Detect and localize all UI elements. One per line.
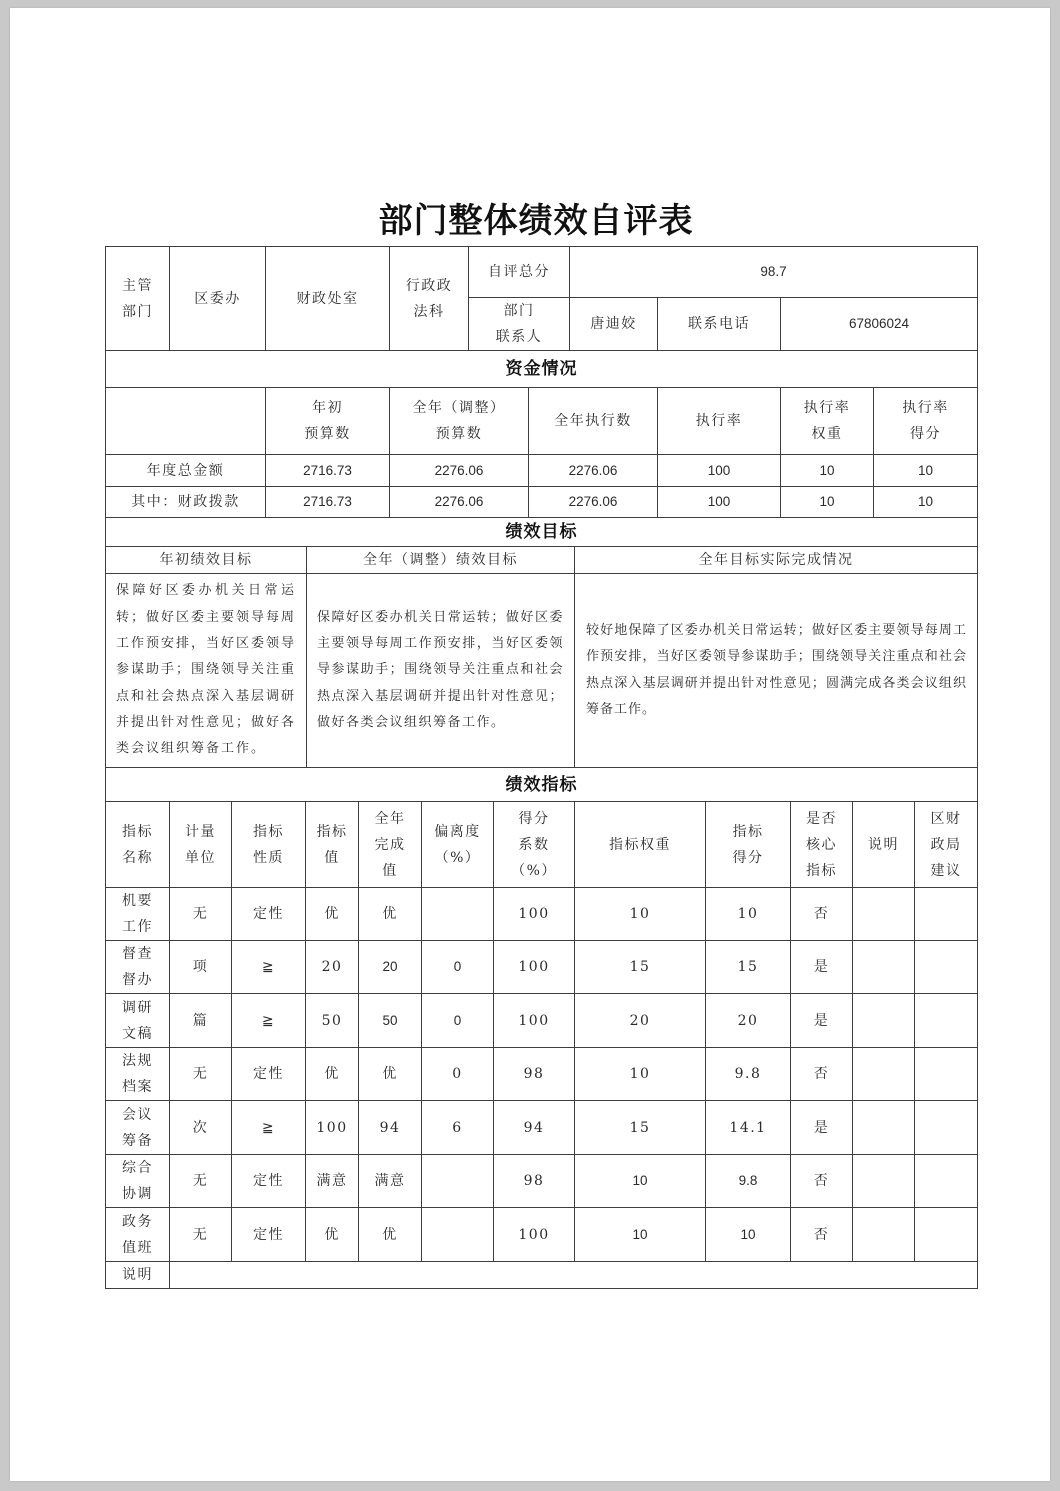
indicator-score-coefficient-cell: 100 [494,941,575,994]
indicators-table [105,767,978,1289]
indicator-score-cell: 14.1 [706,1101,791,1155]
indicator-target-cell: 100 [306,1101,359,1155]
indicator-deviation-cell: 0 [422,994,494,1048]
indicators-note-row [106,1262,978,1289]
supervising-dept-value: 区委办 [170,247,266,351]
actual-completion-text: 较好地保障了区委办机关日常运转；做好区委主要领导每周工作预安排，当好区委领导参谋助手；围绕领导关注重点和社会热点深入基层调研并提出针对性意见；圆满完成各类会议组织筹备工作。 [575,574,978,768]
indicator-actual-cell: 优 [359,1208,422,1262]
funds-rate-score: 10 [874,455,978,487]
indicator-header-unit: 计量 单位 [170,802,232,888]
indicator-header-actual: 全年 完成 值 [359,802,422,888]
indicator-core-flag-cell: 否 [791,1155,853,1208]
indicator-name-cell: 调研 文稿 [106,994,170,1048]
indicator-header-core-flag: 是否 核心 指标 [791,802,853,888]
indicator-name-cell: 机要 工作 [106,888,170,941]
indicator-actual-cell: 满意 [359,1155,422,1208]
indicator-deviation-cell [422,888,494,941]
self-score-label: 自评总分 [469,247,570,298]
funds-row [106,487,978,518]
indicator-deviation-cell: 0 [422,941,494,994]
indicator-weight-cell: 10 [575,888,706,941]
indicators-header-row [106,802,978,888]
adjusted-goals-text: 保障好区委办机关日常运转；做好区委主要领导每周工作预安排，当好区委领导参谋助手；围绕领导关注重点和社会热点深入基层调研并提出针对性意见；做好各类会议组织筹备工作。 [307,574,575,768]
indicator-finance-suggestion-cell [915,1101,978,1155]
indicator-deviation-cell: 0 [422,1048,494,1101]
indicator-score-coefficient-cell: 100 [494,1208,575,1262]
indicator-target-cell: 满意 [306,1155,359,1208]
indicator-unit-cell: 篇 [170,994,232,1048]
indicator-finance-suggestion-cell [915,888,978,941]
funds-rate-score: 10 [874,487,978,518]
self-score-value: 98.7 [570,247,978,298]
indicator-note-cell [853,1048,915,1101]
goals-header-initial: 年初绩效目标 [106,547,307,574]
indicator-unit-cell: 无 [170,1208,232,1262]
evaluation-form [105,246,977,1289]
basic-info-table [105,246,978,351]
initial-goals-text: 保障好区委办机关日常运转；做好区委主要领导每周工作预安排，当好区委领导参谋助手；围绕领导关注重点和社会热点深入基层调研并提出针对性意见；做好各类会议组织筹备工作。 [106,574,307,768]
indicator-row [106,1155,978,1208]
indicator-score-coefficient-cell: 100 [494,888,575,941]
funds-executed: 2276.06 [529,487,658,518]
supervising-dept-label: 主管 部门 [106,247,170,351]
indicator-header-deviation: 偏离度 （%） [422,802,494,888]
indicator-target-cell: 优 [306,888,359,941]
phone-value: 67806024 [781,298,978,351]
indicator-core-flag-cell: 是 [791,1101,853,1155]
indicator-weight-cell: 10 [575,1155,706,1208]
indicator-weight-cell: 10 [575,1208,706,1262]
goals-content-row [106,574,978,768]
funds-header-rate-weight: 执行率 权重 [781,388,874,455]
funds-initial-budget: 2716.73 [266,487,390,518]
indicator-name-cell: 法规 档案 [106,1048,170,1101]
funds-execution-rate: 100 [658,487,781,518]
indicator-nature-cell: ≧ [232,941,306,994]
indicator-header-name: 指标 名称 [106,802,170,888]
indicator-nature-cell: ≧ [232,1101,306,1155]
indicator-note-cell [853,1101,915,1155]
indicator-actual-cell: 20 [359,941,422,994]
indicator-core-flag-cell: 是 [791,941,853,994]
document-title: 部门整体绩效自评表 [378,201,694,241]
indicator-score-cell: 9.8 [706,1048,791,1101]
indicator-actual-cell: 优 [359,888,422,941]
phone-label: 联系电话 [658,298,781,351]
funds-table [105,350,978,518]
indicator-header-finance-suggestion: 区财 政局 建议 [915,802,978,888]
indicator-actual-cell: 50 [359,994,422,1048]
indicator-header-weight: 指标权重 [575,802,706,888]
indicator-finance-suggestion-cell [915,1155,978,1208]
indicator-target-cell: 50 [306,994,359,1048]
indicator-finance-suggestion-cell [915,1208,978,1262]
indicator-nature-cell: 定性 [232,1155,306,1208]
funds-adjusted-budget: 2276.06 [390,455,529,487]
goals-header-actual: 全年目标实际完成情况 [575,547,978,574]
indicator-header-score-coefficient: 得分 系数 （%） [494,802,575,888]
funds-row-label: 年度总金额 [106,455,266,487]
indicator-core-flag-cell: 是 [791,994,853,1048]
funds-header-initial-budget: 年初 预算数 [266,388,390,455]
goals-header-row [106,547,978,574]
indicator-finance-suggestion-cell [915,941,978,994]
indicator-name-cell: 督查 督办 [106,941,170,994]
contact-person-value: 唐迪姣 [570,298,658,351]
indicator-note-cell [853,941,915,994]
finance-office-value: 行政政 法科 [390,247,469,351]
indicator-row [106,994,978,1048]
indicator-row [106,1101,978,1155]
indicators-section-title: 绩效指标 [106,768,978,802]
indicator-name-cell: 政务 值班 [106,1208,170,1262]
indicator-nature-cell: ≧ [232,994,306,1048]
funds-initial-budget: 2716.73 [266,455,390,487]
indicator-name-cell: 综合 协调 [106,1155,170,1208]
indicator-unit-cell: 次 [170,1101,232,1155]
indicator-note-cell [853,1155,915,1208]
indicator-score-coefficient-cell: 98 [494,1155,575,1208]
indicator-row [106,888,978,941]
indicator-score-coefficient-cell: 94 [494,1101,575,1155]
indicator-header-nature: 指标 性质 [232,802,306,888]
indicator-core-flag-cell: 否 [791,888,853,941]
indicator-deviation-cell [422,1208,494,1262]
goals-header-adjusted: 全年（调整）绩效目标 [307,547,575,574]
indicator-name-cell: 会议 筹备 [106,1101,170,1155]
basic-info-row [106,247,978,298]
indicators-note-label: 说明 [106,1262,170,1289]
indicator-core-flag-cell: 否 [791,1048,853,1101]
indicator-deviation-cell: 6 [422,1101,494,1155]
contact-person-label: 部门 联系人 [469,298,570,351]
indicator-score-coefficient-cell: 100 [494,994,575,1048]
indicator-actual-cell: 94 [359,1101,422,1155]
funds-section-title: 资金情况 [106,351,978,388]
indicators-note-value [170,1262,978,1289]
indicator-weight-cell: 15 [575,1101,706,1155]
funds-executed: 2276.06 [529,455,658,487]
indicator-core-flag-cell: 否 [791,1208,853,1262]
funds-header-execution-rate: 执行率 [658,388,781,455]
indicator-weight-cell: 15 [575,941,706,994]
indicator-nature-cell: 定性 [232,888,306,941]
goals-table [105,517,978,768]
finance-office-label: 财政处室 [266,247,390,351]
indicator-score-cell: 15 [706,941,791,994]
indicator-score-cell: 9.8 [706,1155,791,1208]
indicator-note-cell [853,1208,915,1262]
indicator-row [106,941,978,994]
indicator-weight-cell: 10 [575,1048,706,1101]
indicator-target-cell: 优 [306,1048,359,1101]
indicator-deviation-cell [422,1155,494,1208]
indicator-note-cell [853,994,915,1048]
indicator-finance-suggestion-cell [915,1048,978,1101]
funds-header-row [106,388,978,455]
indicator-header-target: 指标 值 [306,802,359,888]
indicator-unit-cell: 无 [170,1048,232,1101]
indicator-unit-cell: 无 [170,1155,232,1208]
indicator-actual-cell: 优 [359,1048,422,1101]
indicator-target-cell: 20 [306,941,359,994]
funds-header-adjusted-budget: 全年（调整） 预算数 [390,388,529,455]
indicator-score-cell: 10 [706,888,791,941]
indicator-score-cell: 20 [706,994,791,1048]
indicator-unit-cell: 无 [170,888,232,941]
funds-header-rate-score: 执行率 得分 [874,388,978,455]
indicator-header-score: 指标 得分 [706,802,791,888]
funds-rate-weight: 10 [781,455,874,487]
indicator-score-coefficient-cell: 98 [494,1048,575,1101]
funds-rate-weight: 10 [781,487,874,518]
funds-row-label: 其中：财政拨款 [106,487,266,518]
indicator-note-cell [853,888,915,941]
indicator-finance-suggestion-cell [915,994,978,1048]
indicator-row [106,1048,978,1101]
funds-adjusted-budget: 2276.06 [390,487,529,518]
funds-row [106,455,978,487]
indicator-weight-cell: 20 [575,994,706,1048]
indicator-row [106,1208,978,1262]
indicator-header-note: 说明 [853,802,915,888]
funds-header-blank [106,388,266,455]
funds-header-executed: 全年执行数 [529,388,658,455]
indicator-unit-cell: 项 [170,941,232,994]
indicator-nature-cell: 定性 [232,1048,306,1101]
indicator-target-cell: 优 [306,1208,359,1262]
funds-execution-rate: 100 [658,455,781,487]
indicator-nature-cell: 定性 [232,1208,306,1262]
goals-section-title: 绩效目标 [106,518,978,547]
indicator-score-cell: 10 [706,1208,791,1262]
